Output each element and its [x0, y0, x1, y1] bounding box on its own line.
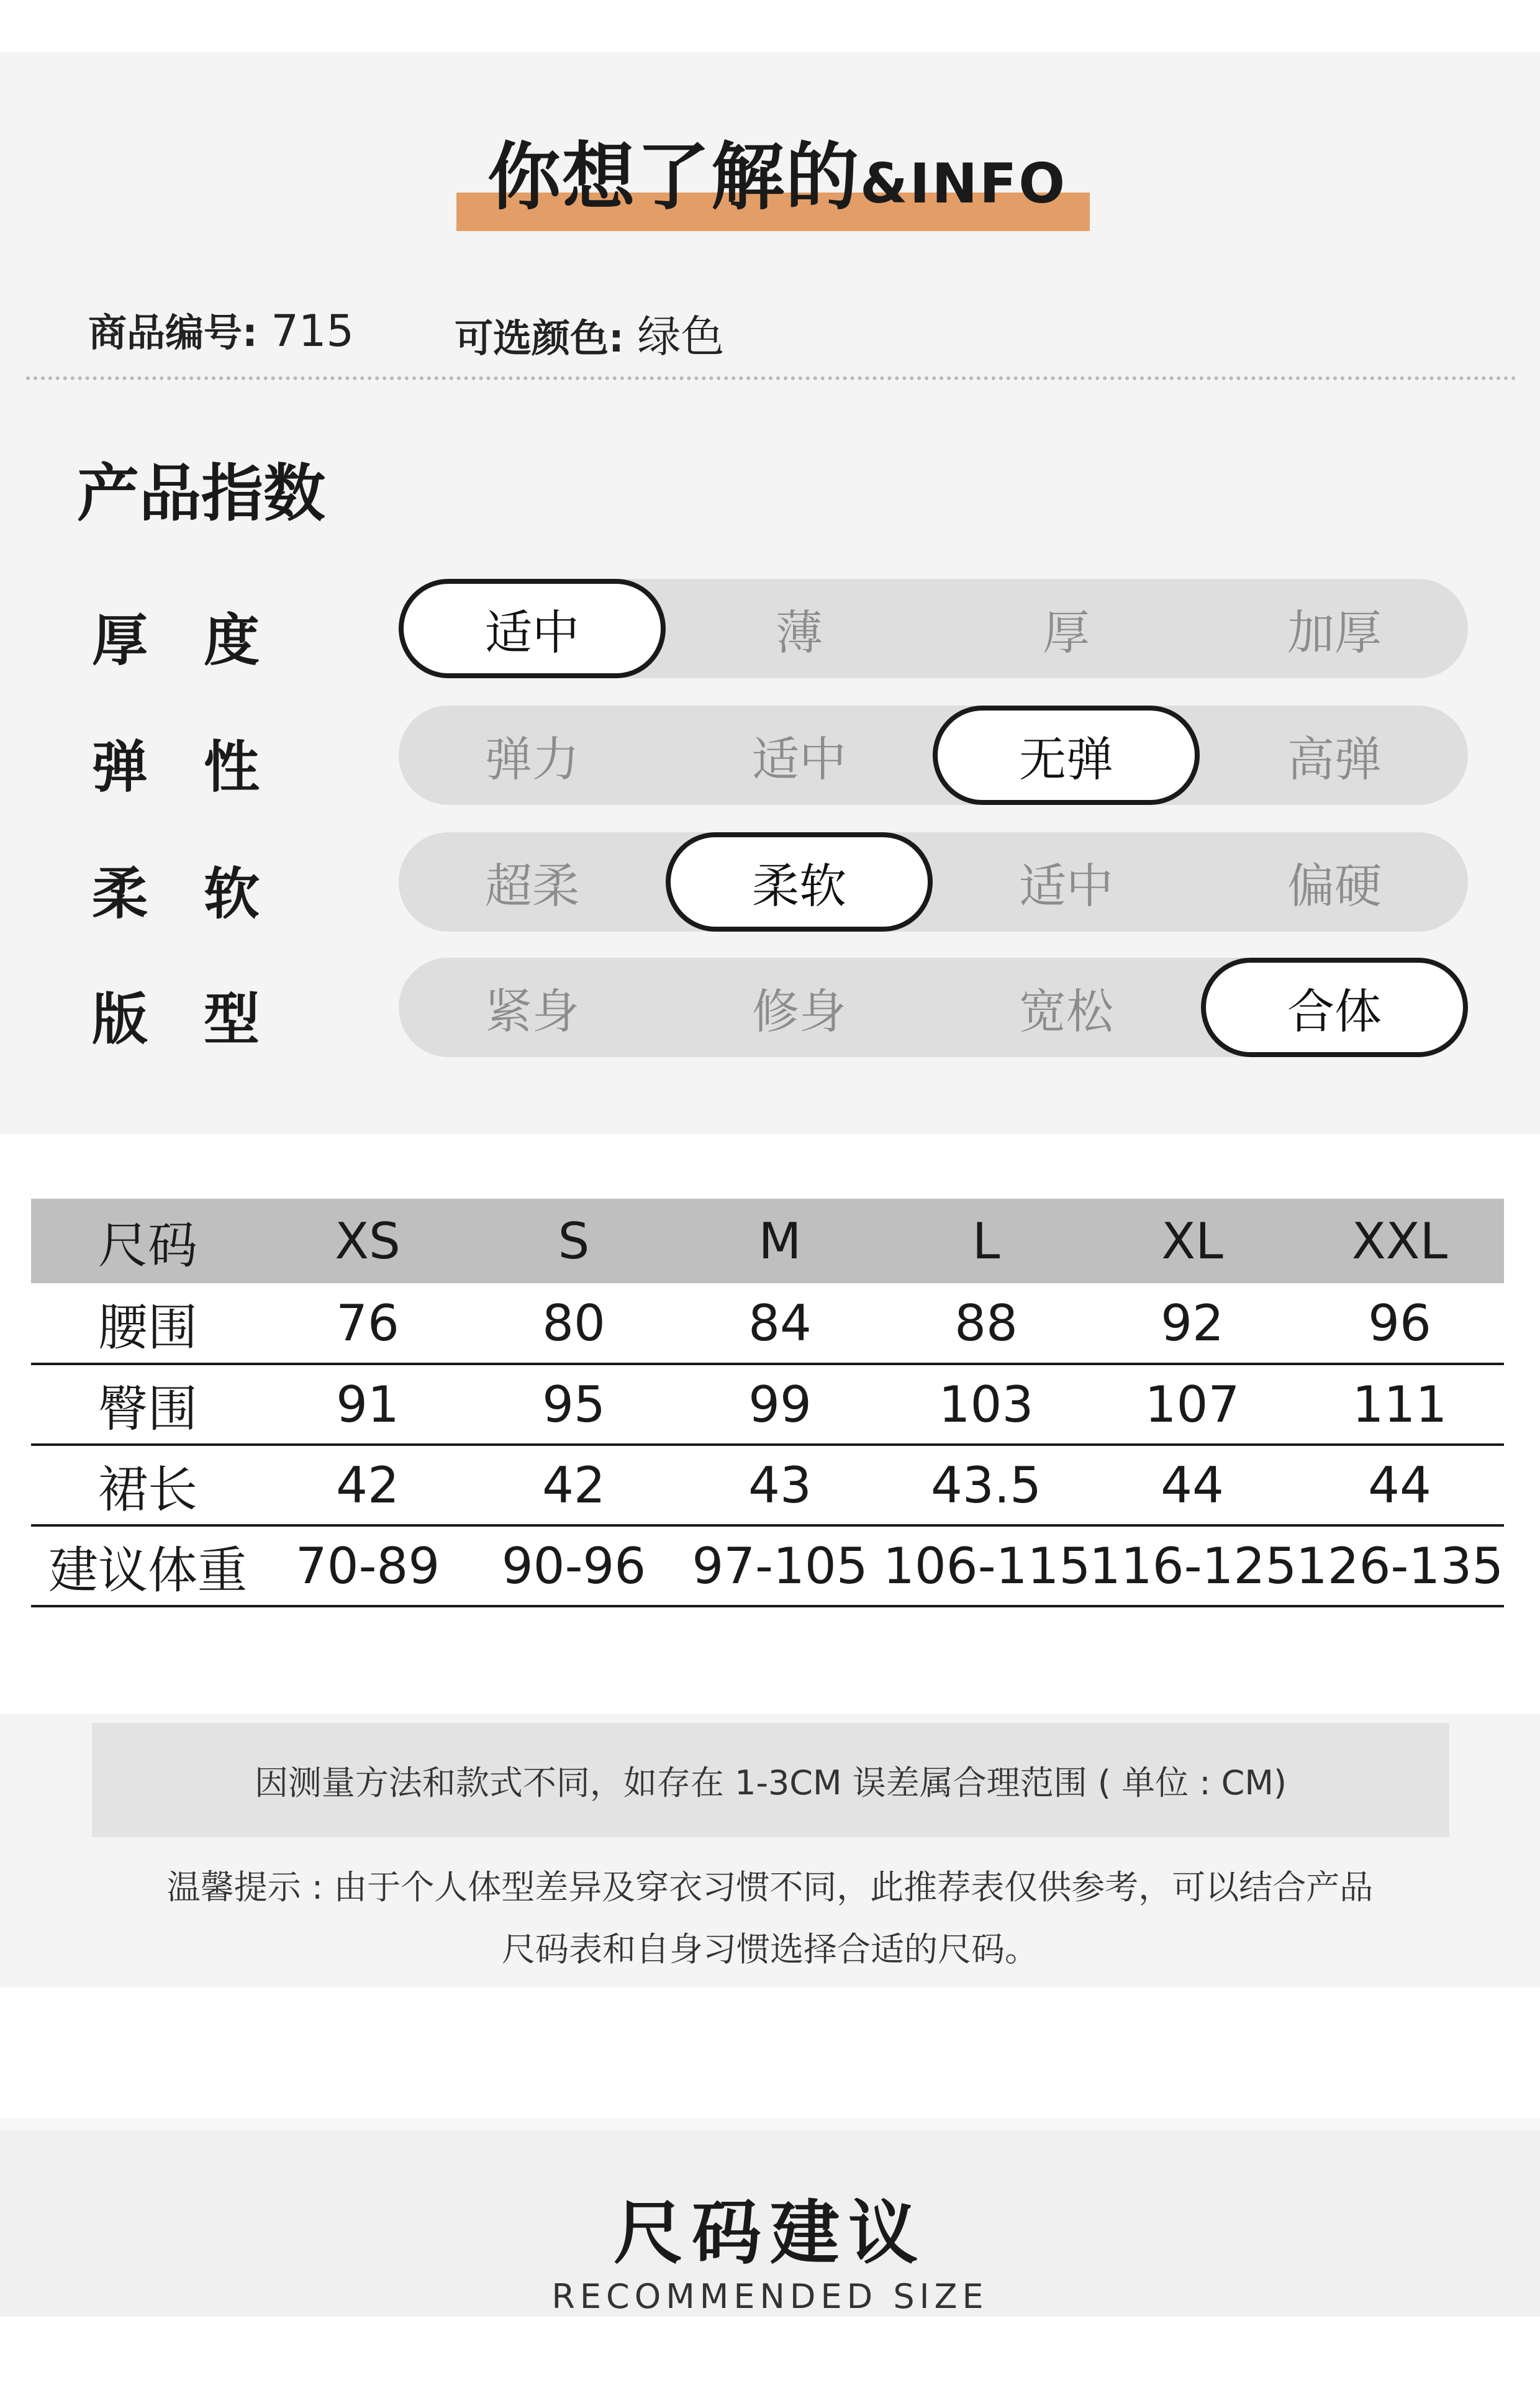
notes-panel [0, 1714, 1540, 1988]
table-cell: 43 [748, 1456, 812, 1514]
index-option: 偏硬 [1287, 858, 1382, 914]
index-option: 超柔 [485, 858, 579, 914]
table-cell: 97-105 [692, 1537, 868, 1595]
table-header-cell: XL [1161, 1212, 1223, 1270]
tip-text-line-1: 温馨提示 : 由于个人体型差异及穿衣习惯不同，此推荐表仅供参考，可以结合产品 [166, 1868, 1374, 1907]
table-cell: 116-125 [1089, 1537, 1297, 1595]
table-cell: 臀围 [98, 1379, 197, 1438]
index-row-elasticity [0, 706, 1540, 805]
table-cell: 106-115 [883, 1537, 1091, 1595]
table-row [31, 1364, 1504, 1445]
index-row-label: 柔 软 [92, 861, 260, 927]
info-title-text [487, 118, 1067, 224]
index-option-track [399, 706, 1468, 805]
table-cell: 90-96 [501, 1537, 646, 1595]
table-cell: 99 [748, 1375, 812, 1433]
product-number-value: 715 [271, 306, 354, 357]
table-cell: 96 [1368, 1294, 1431, 1352]
table-header-cell: M [758, 1212, 802, 1270]
dotted-divider [26, 376, 1516, 380]
table-header-cell: S [558, 1212, 590, 1270]
table-cell: 42 [336, 1456, 399, 1514]
table-cell: 88 [954, 1294, 1018, 1352]
index-option: 薄 [776, 604, 823, 660]
table-cell: 42 [542, 1456, 605, 1514]
size-recommendation-banner [0, 2118, 1540, 2317]
product-number [88, 302, 354, 357]
table-cell: 80 [542, 1294, 605, 1352]
index-row-label: 厚 度 [92, 608, 260, 673]
product-index-heading: 产品指数 [77, 457, 325, 530]
table-cell: 111 [1352, 1375, 1447, 1433]
table-row [31, 1525, 1504, 1606]
index-option: 适中 [752, 731, 846, 787]
measurement-note: 因测量方法和款式不同，如存在 1-3CM 误差属合理范围 ( 单位 : CM) [92, 1723, 1449, 1837]
index-option: 弹力 [485, 731, 579, 787]
index-option: 宽松 [1019, 983, 1113, 1039]
index-option-track [399, 832, 1468, 932]
index-option-track [399, 579, 1468, 678]
table-cell: 92 [1161, 1294, 1224, 1352]
color-label: 可选颜色: [455, 316, 624, 361]
table-row [31, 1445, 1504, 1525]
table-cell: 44 [1161, 1456, 1224, 1514]
index-row-thickness [0, 579, 1540, 678]
banner-subtitle: RECOMMENDED SIZE [551, 2277, 989, 2316]
table-cell: 103 [938, 1375, 1034, 1433]
table-cell: 裙长 [98, 1460, 197, 1519]
index-option-selected: 合体 [1201, 958, 1468, 1057]
index-option-selected: 无弹 [933, 706, 1200, 805]
table-cell: 43.5 [930, 1456, 1042, 1514]
table-header-cell: XXL [1351, 1212, 1448, 1270]
table-cell: 84 [748, 1294, 812, 1352]
table-cell: 107 [1144, 1375, 1240, 1433]
index-option-selected: 柔软 [666, 832, 933, 932]
table-cell: 91 [336, 1375, 399, 1433]
banner-title: 尺码建议 [614, 2193, 926, 2274]
product-info-panel [0, 52, 1540, 1134]
index-option-selected: 适中 [399, 579, 666, 678]
color-value: 绿色 [637, 311, 725, 362]
index-row-label: 弹 性 [92, 735, 260, 800]
index-row-softness [0, 832, 1540, 932]
index-option: 紧身 [485, 983, 579, 1039]
table-cell: 95 [542, 1375, 605, 1433]
table-cell: 76 [336, 1294, 399, 1352]
table-header-cell: L [972, 1212, 1000, 1270]
product-number-label: 商品编号: [88, 310, 258, 355]
table-cell: 44 [1368, 1456, 1431, 1514]
index-option: 适中 [1019, 858, 1113, 914]
table-header-cell: 尺码 [98, 1216, 197, 1274]
index-option: 加厚 [1287, 604, 1382, 660]
index-row-fit [0, 958, 1540, 1057]
info-title [456, 134, 1090, 236]
table-header-row [31, 1199, 1504, 1283]
info-title-suffix: &INFO [860, 152, 1067, 216]
size-chart-table [31, 1199, 1504, 1607]
table-cell: 70-89 [295, 1537, 440, 1595]
index-option: 修身 [752, 983, 846, 1039]
tip-text-line-2: 尺码表和自身习惯选择合适的尺码。 [502, 1930, 1038, 1969]
index-option-track [399, 958, 1468, 1057]
index-option: 高弹 [1287, 731, 1382, 787]
table-row [31, 1283, 1504, 1364]
info-title-main: 你想了解的 [487, 134, 861, 220]
table-cell: 腰围 [98, 1298, 197, 1356]
table-header-cell: XS [335, 1212, 401, 1270]
color-option [455, 302, 724, 365]
index-option: 厚 [1043, 604, 1090, 660]
table-cell: 126-135 [1295, 1537, 1504, 1595]
table-cell: 建议体重 [48, 1541, 247, 1599]
index-row-label: 版 型 [92, 987, 260, 1052]
